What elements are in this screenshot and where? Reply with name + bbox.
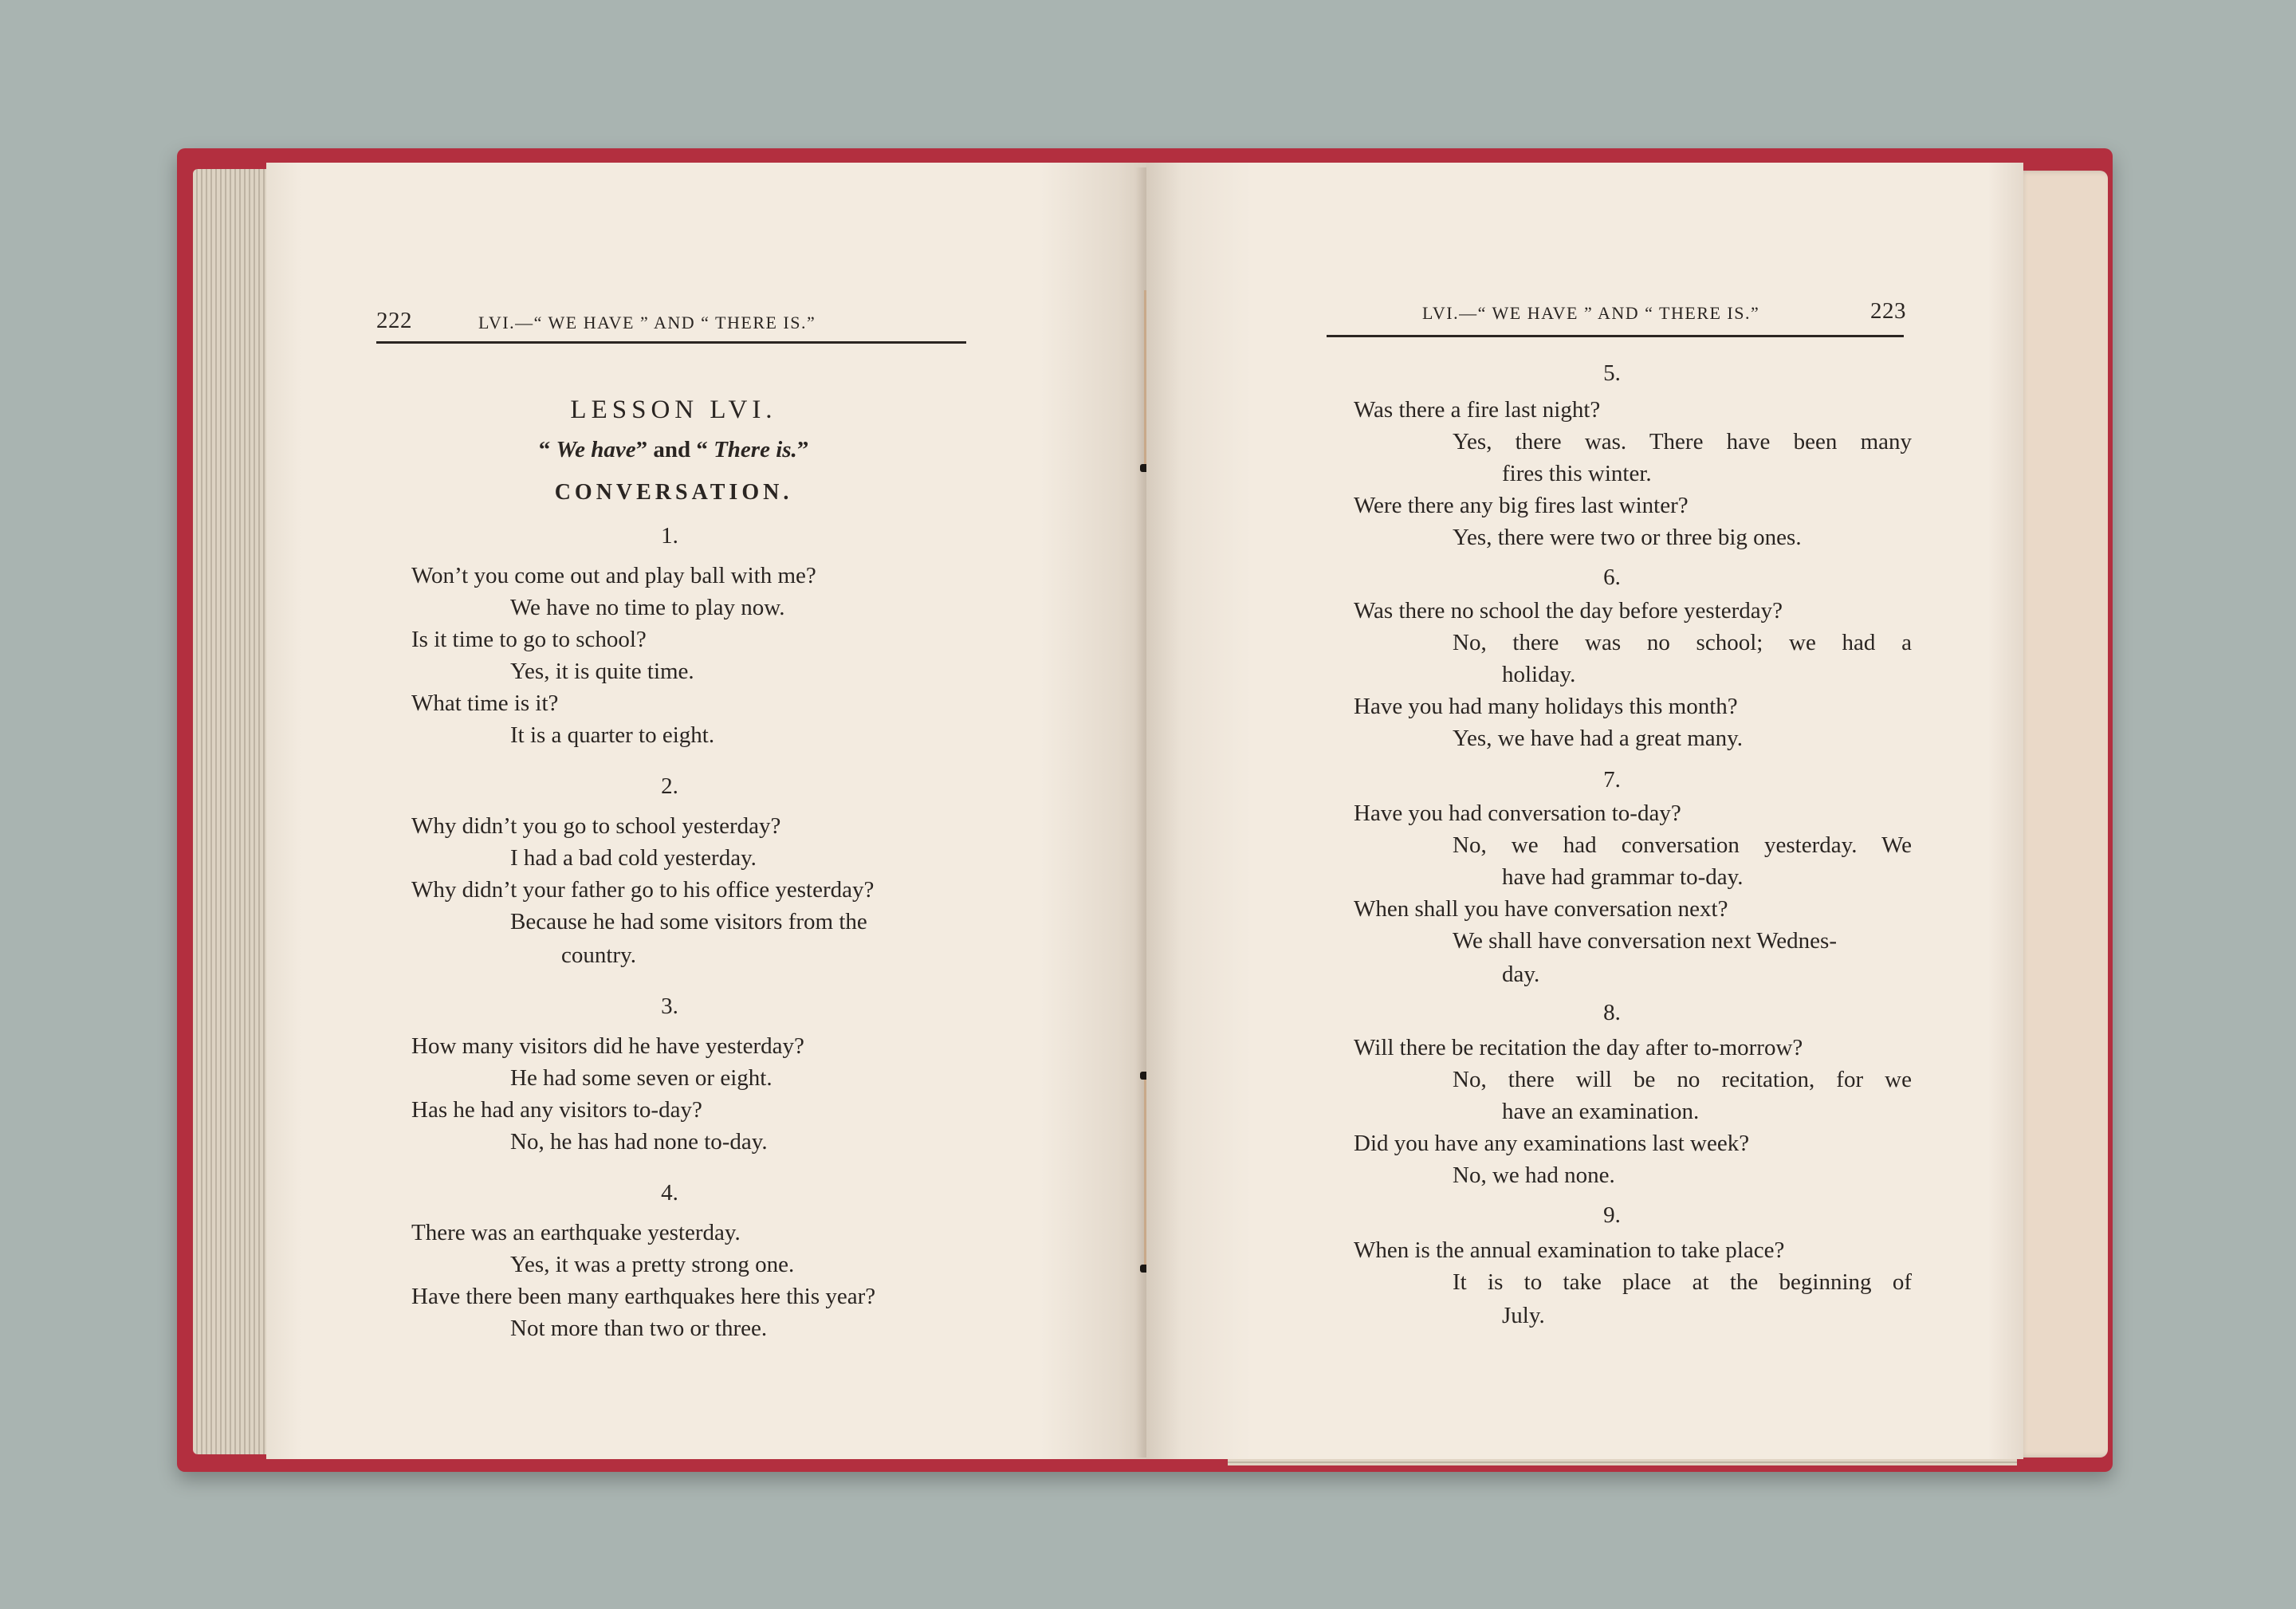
- question-line: When is the annual examination to take place?: [1354, 1237, 1785, 1263]
- answer-line: Yes, it was a pretty strong one.: [510, 1252, 795, 1277]
- answer-line: No, we had none.: [1453, 1162, 1615, 1188]
- answer-line: Because he had some visitors from the: [510, 909, 867, 934]
- answer-line: Yes, there were two or three big ones.: [1453, 525, 1802, 550]
- answer-line: country.: [561, 942, 636, 968]
- question-line: Is it time to go to school?: [411, 627, 647, 652]
- question-line: Have there been many earthquakes here this year?: [411, 1284, 876, 1309]
- answer-line: We shall have conversation next Wednes-: [1453, 928, 1837, 954]
- answer-line: He had some seven or eight.: [510, 1065, 773, 1091]
- question-line: How many visitors did he have yesterday?: [411, 1033, 804, 1059]
- question-line: There was an earthquake yesterday.: [411, 1220, 741, 1245]
- section-number: 7.: [1603, 767, 1621, 793]
- answer-line: Yes, there was. There have been many: [1453, 429, 1912, 454]
- question-line: Has he had any visitors to-day?: [411, 1097, 702, 1123]
- section-number: 9.: [1603, 1202, 1621, 1228]
- answer-line: It is to take place at the beginning of: [1453, 1269, 1912, 1295]
- question-line: Will there be recitation the day after to-morrow?: [1354, 1035, 1803, 1060]
- left-page-number: 222: [376, 308, 412, 333]
- question-line: Won’t you come out and play ball with me?: [411, 563, 816, 588]
- question-line: Were there any big fires last winter?: [1354, 493, 1689, 518]
- answer-line: Yes, it is quite time.: [510, 659, 694, 684]
- right-page-number: 223: [1870, 298, 1906, 324]
- answer-line: Not more than two or three.: [510, 1316, 768, 1341]
- section-number: 8.: [1603, 1000, 1621, 1025]
- answer-line: fires this winter.: [1502, 461, 1652, 486]
- left-running-head: LVI.—“ WE HAVE ” AND “ THERE IS.”: [478, 313, 816, 332]
- question-line: Have you had many holidays this month?: [1354, 694, 1738, 719]
- answer-line: day.: [1502, 962, 1540, 987]
- question-line: What time is it?: [411, 690, 559, 716]
- answer-line: We have no time to play now.: [510, 595, 785, 620]
- answer-line: holiday.: [1502, 662, 1576, 687]
- answer-line: I had a bad cold yesterday.: [510, 845, 757, 871]
- question-line: When shall you have conversation next?: [1354, 896, 1728, 922]
- question-line: Did you have any examinations last week?: [1354, 1131, 1750, 1156]
- section-number: 1.: [661, 523, 678, 549]
- answer-line: No, he has had none to-day.: [510, 1129, 768, 1155]
- answer-line: No, there was no school; we had a: [1453, 630, 1912, 655]
- right-header-rule: [1327, 335, 1904, 337]
- page-edges-right: [2017, 171, 2108, 1458]
- section-number: 3.: [661, 993, 678, 1019]
- answer-line: It is a quarter to eight.: [510, 722, 715, 748]
- question-line: Was there a fire last night?: [1354, 397, 1601, 423]
- section-number: 6.: [1603, 565, 1621, 590]
- question-line: Why didn’t your father go to his office yesterday?: [411, 877, 875, 903]
- answer-line: have had grammar to-day.: [1502, 864, 1744, 890]
- question-line: Was there no school the day before yesterday?: [1354, 598, 1783, 624]
- lesson-title: LESSON LVI.: [570, 395, 777, 424]
- section-number: 2.: [661, 773, 678, 799]
- question-line: Have you had conversation to-day?: [1354, 801, 1681, 826]
- right-running-head: LVI.—“ WE HAVE ” AND “ THERE IS.”: [1422, 303, 1760, 323]
- section-number: 4.: [661, 1180, 678, 1206]
- answer-line: No, we had conversation yesterday. We: [1453, 832, 1912, 858]
- question-line: Why didn’t you go to school yesterday?: [411, 813, 781, 839]
- lesson-subtitle: “ We have” and “ There is.”: [538, 437, 809, 462]
- section-heading: CONVERSATION.: [554, 480, 793, 505]
- answer-line: have an examination.: [1502, 1099, 1700, 1124]
- left-header-rule: [376, 341, 966, 344]
- answer-line: No, there will be no recitation, for we: [1453, 1067, 1912, 1092]
- answer-line: Yes, we have had a great many.: [1453, 726, 1744, 751]
- answer-line: July.: [1502, 1303, 1545, 1328]
- section-number: 5.: [1603, 360, 1621, 386]
